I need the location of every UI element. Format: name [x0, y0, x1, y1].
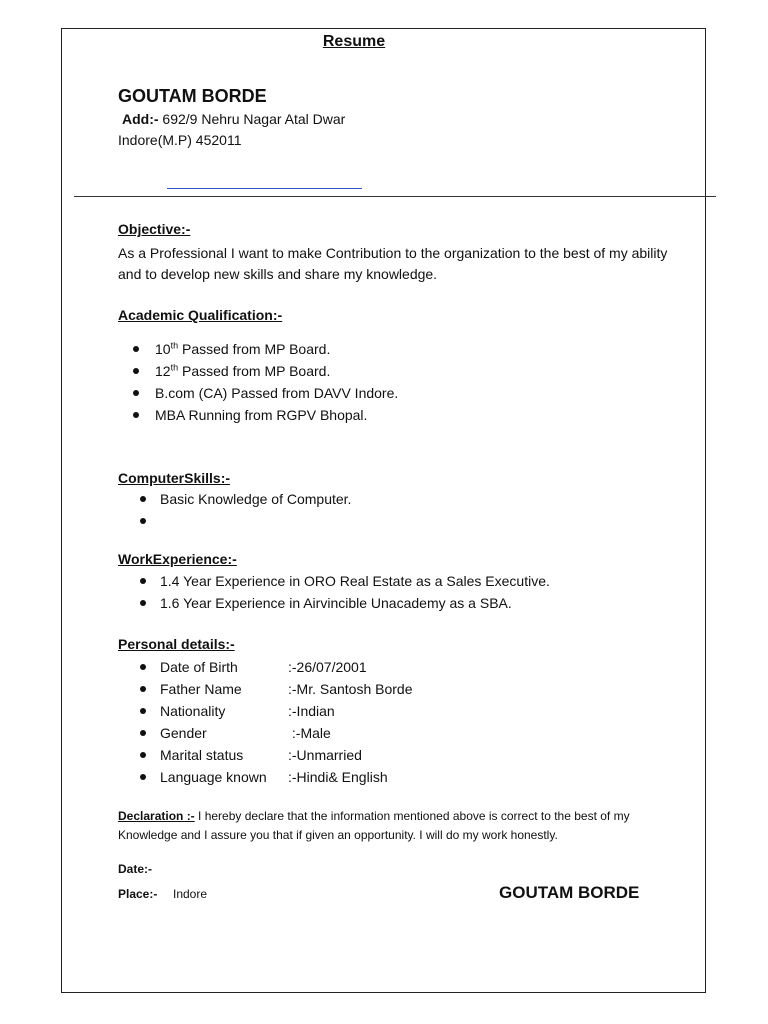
- superscript: th: [170, 340, 179, 351]
- signature-name: GOUTAM BORDE: [499, 883, 640, 902]
- bullet-icon: [140, 600, 146, 606]
- bullet-icon: [140, 752, 146, 758]
- bullet-icon: [133, 412, 139, 418]
- list-item-text: 12: [155, 363, 171, 379]
- email-link-underline[interactable]: [167, 188, 362, 189]
- list-item: [133, 338, 398, 360]
- list-item: [133, 382, 398, 404]
- bullet-icon: [133, 390, 139, 396]
- detail-label: Father Name: [160, 681, 242, 697]
- detail-value: :-26/07/2001: [288, 659, 367, 675]
- personal-details-heading: Personal details:-: [118, 636, 235, 652]
- objective-heading: Objective:-: [118, 221, 191, 237]
- detail-label: Language known: [160, 769, 267, 785]
- academic-heading: Academic Qualification:-: [118, 307, 283, 323]
- bullet-icon: [133, 368, 139, 374]
- list-item-text: 10: [155, 341, 171, 357]
- superscript: th: [170, 362, 179, 373]
- date-label: Date:-: [118, 862, 153, 876]
- address-line-2: Indore(M.P) 452011: [118, 132, 242, 148]
- place-value: Indore: [173, 887, 208, 901]
- list-item: [140, 700, 413, 722]
- list-item-text: Basic Knowledge of Computer.: [160, 491, 352, 507]
- list-item: [140, 722, 413, 744]
- detail-value: :-Hindi& English: [288, 769, 388, 785]
- objective-text: As a Professional I want to make Contribution to the organization to the best of my ability and to develop new skills and share my knowledge.: [118, 245, 668, 282]
- detail-value: :-Mr. Santosh Borde: [288, 681, 413, 697]
- list-item: [140, 510, 351, 532]
- declaration: [118, 807, 688, 845]
- work-experience-list: [140, 570, 550, 614]
- list-item-text: Passed from MP Board.: [178, 363, 331, 379]
- list-item: [133, 404, 398, 426]
- bullet-icon: [140, 664, 146, 670]
- address-label: Add:-: [122, 111, 159, 127]
- bullet-icon: [140, 708, 146, 714]
- detail-label: Nationality: [160, 703, 226, 719]
- list-item: [140, 656, 413, 678]
- computer-skills-heading: ComputerSkills:-: [118, 470, 231, 486]
- list-item: [133, 360, 398, 382]
- bullet-icon: [140, 730, 146, 736]
- bullet-icon: [133, 346, 139, 352]
- address-line-1: [122, 111, 345, 127]
- declaration-label: Declaration :-: [118, 809, 195, 823]
- computer-skills-list: [140, 488, 351, 532]
- detail-value: :-Male: [288, 725, 331, 741]
- bullet-icon: [140, 496, 146, 502]
- detail-label: Gender: [160, 725, 207, 741]
- detail-label: Marital status: [160, 747, 244, 763]
- detail-value: :-Unmarried: [288, 747, 362, 763]
- bullet-icon: [140, 578, 146, 584]
- detail-label: Date of Birth: [160, 659, 238, 675]
- address-street: 692/9 Nehru Nagar Atal Dwar: [158, 111, 346, 127]
- header-divider: [74, 196, 716, 197]
- detail-value: :-Indian: [288, 703, 335, 719]
- place-label: Place:-: [118, 887, 158, 901]
- list-item-text: Passed from MP Board.: [178, 341, 331, 357]
- list-item: [140, 570, 550, 592]
- work-experience-heading: WorkExperience:-: [118, 551, 237, 567]
- list-item-text: 1.6 Year Experience in Airvincible Unacademy as a SBA.: [160, 595, 512, 611]
- list-item-text: 1.4 Year Experience in ORO Real Estate as a Sales Executive.: [160, 573, 550, 589]
- document-title: Resume: [322, 33, 386, 50]
- list-item-text: MBA Running from RGPV Bhopal.: [155, 407, 368, 423]
- list-item: [140, 744, 413, 766]
- declaration-text: I hereby declare that the information mentioned above is correct to the best of my Knowledge and I assure you that if given an opportunity. I will do my work honestly.: [118, 809, 630, 842]
- list-item: [140, 592, 550, 614]
- list-item: [140, 766, 413, 788]
- bullet-icon: [140, 518, 146, 524]
- academic-list: [133, 338, 398, 426]
- list-item: [140, 488, 351, 510]
- bullet-icon: [140, 686, 146, 692]
- list-item: [140, 678, 413, 700]
- list-item-text: B.com (CA) Passed from DAVV Indore.: [155, 385, 399, 401]
- personal-details-list: [140, 656, 413, 788]
- candidate-name: GOUTAM BORDE: [118, 86, 267, 106]
- bullet-icon: [140, 774, 146, 780]
